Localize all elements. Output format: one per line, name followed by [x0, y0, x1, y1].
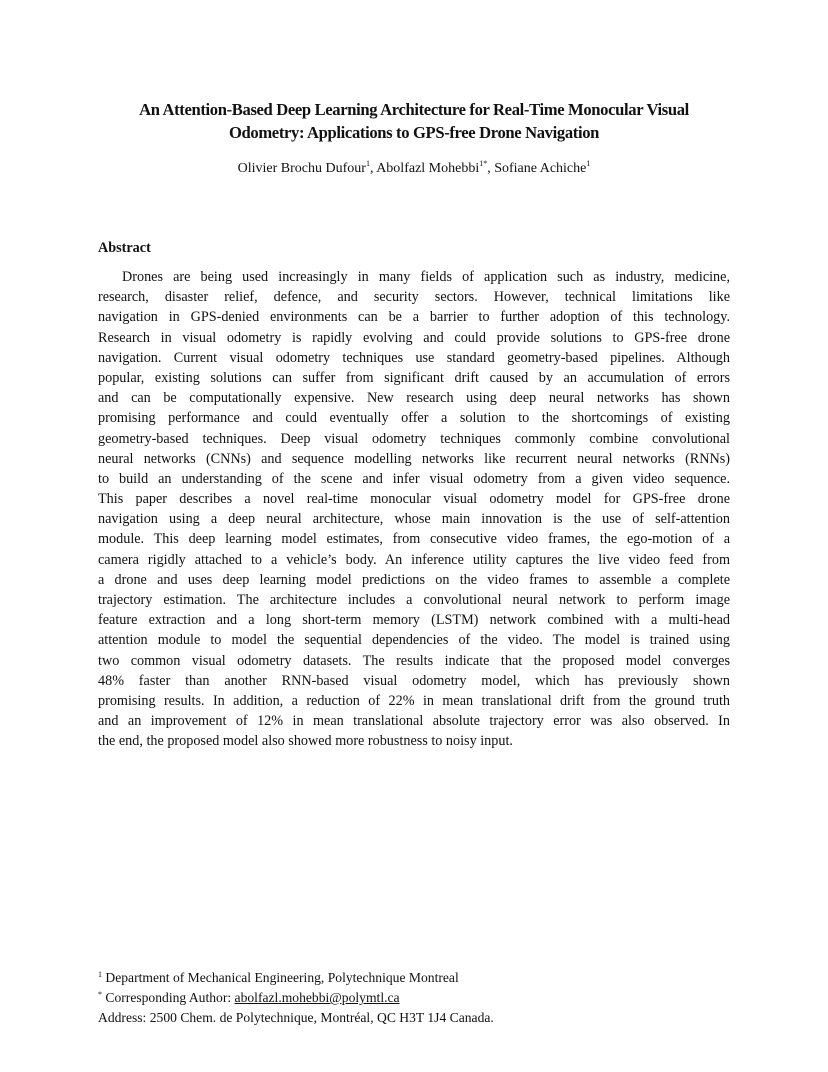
- paper-title: [90, 98, 738, 144]
- footnote-mark: 1: [98, 970, 102, 979]
- affiliation-text: Department of Mechanical Engineering, Polytechnique Montreal: [102, 970, 459, 985]
- footnotes: [98, 968, 494, 1028]
- footnote-address: Address: 2500 Chem. de Polytechnique, Montréal, QC H3T 1J4 Canada.: [98, 1010, 494, 1025]
- title-line-1: An Attention-Based Deep Learning Architecture for Real-Time Monocular Visual: [139, 100, 689, 119]
- abstract-line: 48% faster than another RNN-based visual odometry model, which has previously shown: [98, 672, 730, 689]
- abstract-line: trajectory estimation. The architecture includes a convolutional neural network to perform image: [98, 592, 730, 608]
- author-list: [90, 160, 738, 178]
- footnote-corresponding: [98, 988, 494, 1008]
- footnote-mark: *: [98, 990, 102, 999]
- footnote-affiliation: [98, 968, 494, 988]
- abstract-line: promising performance and could eventually offer a solution to the shortcomings of existing: [98, 410, 730, 427]
- abstract-line: to build an understanding of the scene and infer visual odometry from a given video sequence.: [98, 470, 730, 487]
- abstract-line: and can be computationally expensive. New research using deep neural networks has shown: [98, 390, 730, 407]
- author-separator: ,: [369, 161, 377, 176]
- title-line-2: Odometry: Applications to GPS-free Drone Navigation: [228, 123, 600, 142]
- abstract-line: Research in visual odometry is rapidly evolving and could provide solutions to GPS-free drone: [98, 329, 730, 346]
- abstract-line: module. This deep learning model estimates, from consecutive video frames, the ego-motion of a: [98, 531, 730, 548]
- abstract-line: neural networks (CNNs) and sequence modelling networks like recurrent neural networks (RNNs): [98, 450, 730, 467]
- author-affiliation-mark: 1: [586, 159, 591, 168]
- author-affiliation-mark: 1*: [479, 159, 488, 168]
- abstract-line: research, disaster relief, defence, and security sectors. However, technical limitations like: [98, 289, 730, 306]
- abstract-line: popular, existing solutions can suffer from significant drift caused by an accumulation of errors: [98, 369, 730, 386]
- abstract-line: two common visual odometry datasets. The results indicate that the proposed model converges: [98, 652, 730, 669]
- abstract-body: [98, 267, 730, 752]
- abstract-line: navigation using a deep neural architecture, whose main innovation is the use of self-attention: [98, 511, 730, 528]
- abstract-line: feature extraction and a long short-term memory (LSTM) network combined with a multi-head: [98, 612, 730, 629]
- author-name: Abolfazl Mohebbi: [376, 161, 480, 176]
- abstract-line: attention module to model the sequential dependencies of the video. The model is trained using: [98, 632, 730, 649]
- author-separator: ,: [487, 161, 495, 176]
- abstract-line: promising results. In addition, a reduction of 22% in mean translational drift from the ground truth: [98, 692, 730, 709]
- abstract-line: This paper describes a novel real-time monocular visual odometry model for GPS-free drone: [98, 491, 730, 508]
- corresponding-label: Corresponding Author:: [102, 990, 235, 1005]
- abstract-line: Drones are being used increasingly in many fields of application such as industry, medicine,: [122, 269, 730, 285]
- corresponding-email-link[interactable]: abolfazl.mohebbi@polymtl.ca: [234, 990, 400, 1005]
- abstract-line: the end, the proposed model also showed more robustness to noisy input.: [98, 733, 513, 750]
- abstract-heading: Abstract: [98, 240, 151, 256]
- abstract-line: a drone and uses deep learning model predictions on the video frames to assemble a complete: [98, 571, 730, 588]
- abstract-line: and an improvement of 12% in mean translational absolute trajectory error was also observed. In: [98, 713, 730, 730]
- abstract-line: navigation in GPS-denied environments can be a barrier to further adoption of this technology.: [98, 309, 730, 326]
- abstract-line: camera rigidly attached to a vehicle’s body. An inference utility captures the live video feed from: [98, 551, 730, 568]
- author-affiliation-mark: 1: [365, 159, 370, 168]
- abstract-line: geometry-based techniques. Deep visual odometry techniques commonly combine convolutional: [98, 430, 730, 447]
- author-name: Olivier Brochu Dufour: [237, 161, 366, 176]
- abstract-line: navigation. Current visual odometry techniques use standard geometry-based pipelines. Although: [98, 349, 730, 366]
- author-name: Sofiane Achiche: [494, 161, 587, 176]
